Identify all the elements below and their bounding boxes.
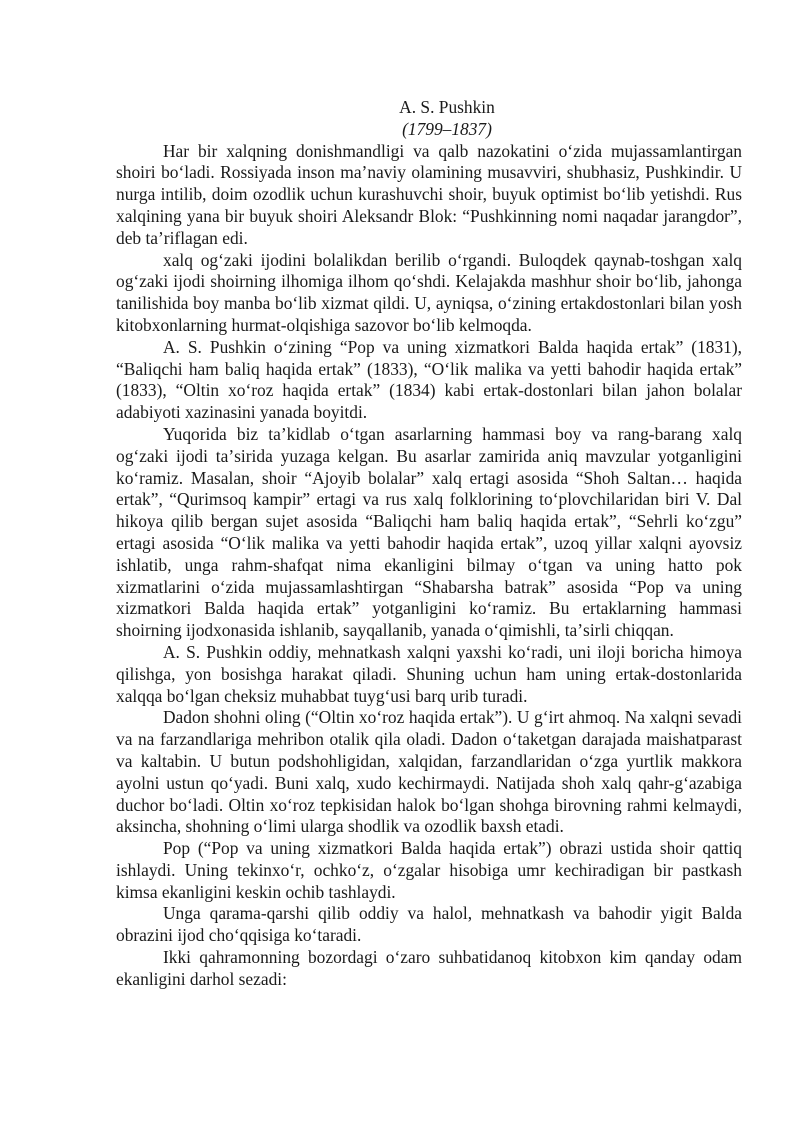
paragraph-sources: Yuqorida biz taʼkidlab oʻtgan asarlarning hammasi boy va rang-barang xalq ogʻzaki ijodi taʼsirida yuzaga kelgan. Bu asarlar zamirida aniq mavzular yotganligini koʻramiz. Masalan, shoir “Ajoyib bolalar” xalq ertagi asosida “Shoh Saltan… haqida ertak”, “Qurimsoq kampir” ertagi va rus xalq folklorining toʻplovchilaridan biri V. Dal hikoya qilib bergan sujet asosida “Baliqchi ham baliq haqida ertak”, “Sehrli koʻzgu” ertagi asosida “Oʻlik malika va yetti bahodir haqida ertak”, uzoq yillar xalqni ayovsiz ishlatib, unga rahm-shafqat nima ekanligini bilmay oʻtgan va uning hatto pok xizmatlarini oʻzida mujassamlashtirgan “Shabarsha batrak” asosida “Pop va uning xizmatkori Balda haqida ertak” yotganligini koʻramiz. Bu ertaklarning hammasi shoirning ijodxonasida ishlanib, sayqallanib, yanada oʻqimishli, taʼsirli chiqqan.: [116, 423, 742, 641]
paragraph-intro: Har bir xalqning donishmandligi va qalb nazokatini oʻzida mujassamlantirgan shoiri boʻladi. Rossiyada inson maʼnaviy olamining musavviri, shubhasiz, Pushkindir. U nurga intilib, doim ozodlik uchun kurashuvchi shoir, buyuk optimist boʻlib yetishdi. Rus xalqining yana bir buyuk shoiri Aleksandr Blok: “Pushkinning nomi naqadar jarangdor”, deb taʼriflagan edi.: [116, 140, 742, 248]
paragraph-dadon: Dadon shohni oling (“Oltin xoʻroz haqida ertak”). U gʻirt ahmoq. Na xalqni sevadi va na farzandlariga mehribon otalik qila oladi. Dadon oʻtaketgan darajada maishatparast va kaltabin. U butun podshohligidan, xalqidan, farzandlaridan oʻzga yurtlik makkora ayolni ustun qoʻyadi. Buni xalq, xudo kechirmaydi. Natijada shoh xalq qahr-gʻazabiga duchor boʻladi. Oltin xoʻroz tepkisidan halok boʻlgan shohga birovning rahmi kelmaydi, aksincha, shohning oʻlimi ularga shodlik va ozodlik baxsh etadi.: [116, 707, 742, 837]
paragraph-dialogue: Ikki qahramonning bozordagi oʻzaro suhbatidanoq kitobxon kim qanday odam ekanligini darhol sezadi:: [116, 947, 742, 989]
author-life-years: (1799–1837): [402, 118, 492, 139]
author-title: A. S. Pushkin: [399, 97, 495, 117]
paragraph-people: A. S. Pushkin oddiy, mehnatkash xalqni yaxshi koʻradi, uni iloji boricha himoya qilishga, yon bosishga harakat qiladi. Shuning uchun ham uning ertak-dostonlarida xalqqa boʻlgan cheksiz muhabbat tuygʻusi barq urib turadi.: [116, 641, 742, 706]
paragraph-balda: Unga qarama-qarshi qilib oddiy va halol, mehnatkash va bahodir yigit Balda obrazini ijod choʻqqisiga koʻtaradi.: [116, 903, 742, 946]
paragraph-pop: Pop (“Pop va uning xizmatkori Balda haqida ertak”) obrazi ustida shoir qattiq ishlaydi. Uning tekinxoʻr, ochkoʻz, oʻzgalar hisobiga umr kechiradigan bir pastkash kimsa ekanligini keskin ochib tashlaydi.: [116, 838, 742, 902]
document-page: [116, 97, 742, 991]
paragraph-folklore: xalq ogʻzaki ijodini bolalikdan berilib oʻrgandi. Buloqdek qaynab-toshgan xalq ogʻzaki ijodi shoirning ilhomiga ilhom qoʻshdi. Kelajakda mashhur shoir boʻlib, jahonga tanilishida boy manba boʻlib xizmat qildi. U, ayniqsa, oʻzining ertakdostonlari bilan yosh kitobxonlarning hurmat-olqishiga sazovor boʻlib kelmoqda.: [116, 249, 742, 335]
paragraph-fairy-tales: A. S. Pushkin oʻzining “Pop va uning xizmatkori Balda haqida ertak” (1831), “Baliqchi ham baliq haqida ertak” (1833), “Oʻlik malika va yetti bahodir haqida ertak” (1833), “Oltin xoʻroz haqida ertak” (1834) kabi ertak-dostonlari bilan jahon bolalar adabiyoti xazinasini yanada boyitdi.: [116, 336, 742, 423]
